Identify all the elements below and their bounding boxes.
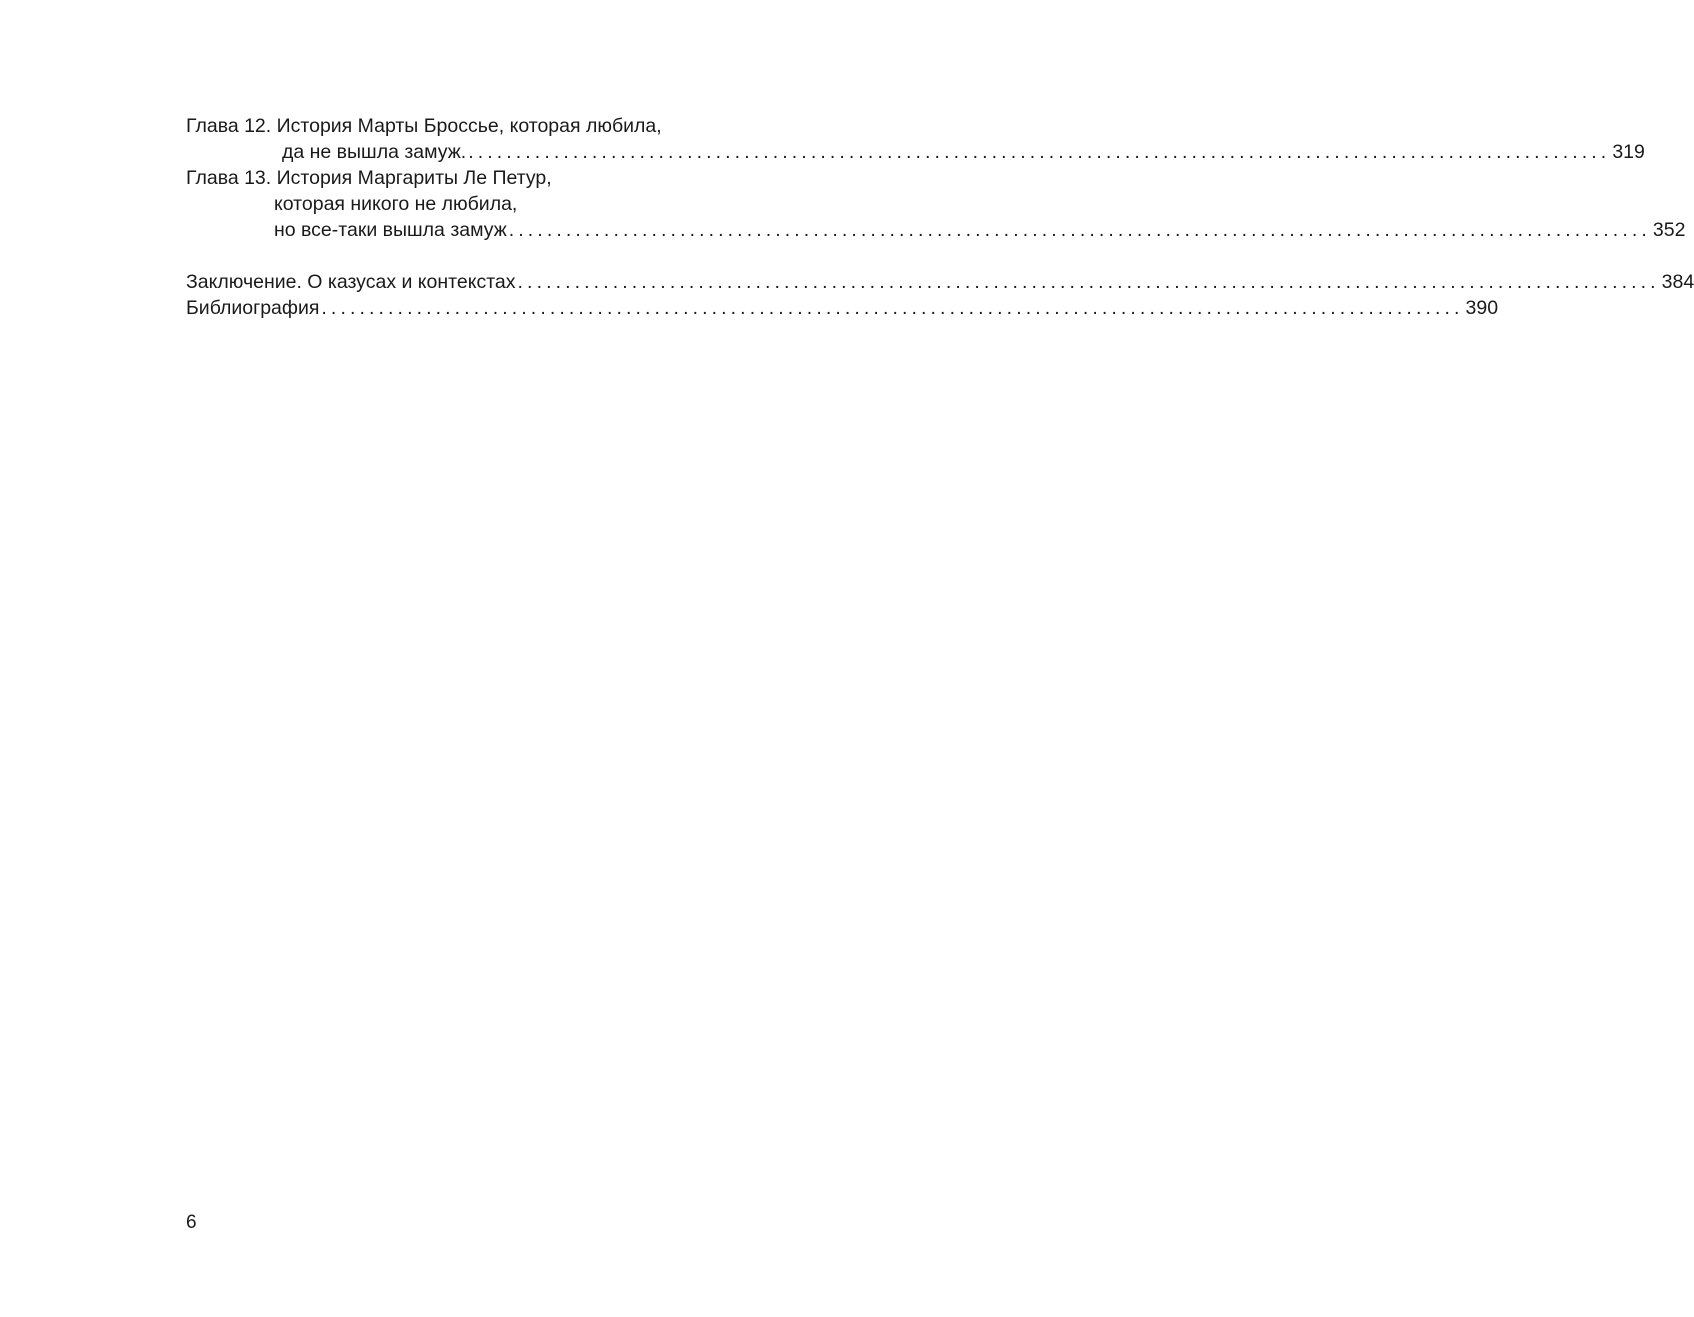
section-gap [186,243,842,269]
toc-page-number: 352 [1652,219,1686,241]
toc-entry-title: но все-таки вышла замуж [274,219,507,241]
toc-entry-line [186,217,1686,243]
dot-leader: ........................................................................................................................ [517,271,1660,293]
toc-entry-line [186,139,1645,165]
toc-entry-title: да не вышла замуж. [282,141,467,163]
page-number: 6 [186,1212,197,1233]
toc-page-number: 390 [1465,297,1499,319]
toc-entry-line [186,191,842,217]
dot-leader: ........................................................................................................................ [508,219,1651,241]
toc-page-number: 384 [1661,271,1694,293]
table-of-contents [186,113,1694,321]
toc-entry-line [186,165,842,191]
toc-entry-title: Заключение. О казусах и контекстах [186,271,516,293]
dot-leader: ........................................................................................................................ [468,141,1611,163]
toc-entry-title: которая никого не любила, [274,193,518,215]
toc-entry-line [186,113,842,139]
toc-entry-line [186,295,1499,321]
toc-page-number: 319 [1612,141,1645,163]
toc-entry-title: Глава 13. История Маргариты Ле Петур, [186,167,552,189]
toc-entry-title: Глава 12. История Марты Броссье, которая любила, [186,115,662,137]
dot-leader: ........................................................................................................................ [321,297,1464,319]
toc-entry-title: Библиография [186,297,320,319]
toc-entry-line [186,269,1694,295]
